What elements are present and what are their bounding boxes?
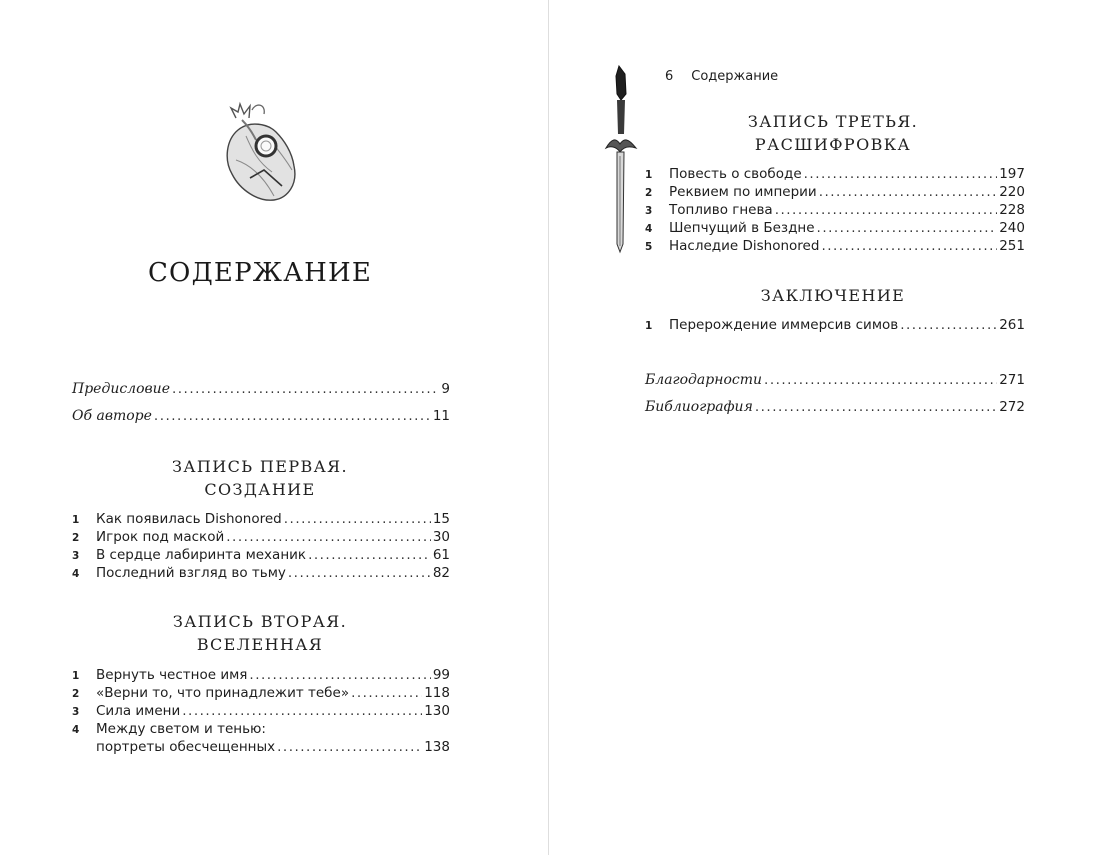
toc-entry-preface[interactable] [72,380,450,398]
entry-label: Последний взгляд во тьму [96,565,286,581]
leader-dots [284,510,431,528]
page-number: 138 [424,739,450,755]
toc-entry-multiline[interactable] [72,720,450,739]
leader-dots [821,237,997,255]
section-title-line: ЗАКЛЮЧЕНИЕ [760,286,906,305]
page-number: 197 [999,166,1025,182]
toc-entry[interactable] [72,702,450,721]
entry-label: Шепчущий в Бездне [669,220,815,236]
toc-entry[interactable] [72,546,450,565]
entry-label: В сердце лабиринта механик [96,547,307,563]
entry-label: Сила имени [96,703,181,719]
leader-dots [226,528,431,546]
section-title-line: ВСЕЛЕННАЯ [196,635,324,654]
chapter-number: 1 [645,320,653,332]
entry-label: Реквием по империи [669,184,817,200]
entry-label: Наследие Dishonored [669,238,820,254]
toc-entry-acknowledgements[interactable] [645,371,1025,389]
section-title-line: ЗАПИСЬ ПЕРВАЯ. [172,457,348,476]
chapter-number: 2 [645,187,653,199]
section-title-part1 [110,455,410,501]
toc-entry[interactable] [645,237,1025,256]
section-title-part2 [110,610,410,656]
entry-label: Благодарности [645,372,763,388]
section-title-part3 [683,110,983,156]
leader-dots [764,371,997,389]
entry-label: Повесть о свободе [669,166,802,182]
leader-dots [775,201,998,219]
page-number: 130 [424,703,450,719]
chapter-number: 1 [72,514,80,526]
dagger-illustration [602,64,638,254]
chapter-number: 2 [72,688,80,700]
mechanical-heart-illustration [222,100,302,206]
leader-dots [804,165,998,183]
leader-dots [351,684,422,702]
entry-label-continuation: портреты обесчещенных [96,739,276,755]
chapter-number: 1 [72,670,80,682]
chapter-number: 3 [645,205,653,217]
entry-label: Об авторе [72,408,152,424]
section-title-line: РАСШИФРОВКА [754,135,912,154]
page-title: СОДЕРЖАНИЕ [147,258,373,288]
chapter-number: 2 [72,532,80,544]
section-title-conclusion [683,284,983,307]
page-number: 228 [999,202,1025,218]
toc-entry-bibliography[interactable] [645,398,1025,416]
leader-dots [172,380,439,398]
entry-label: Перерождение иммерсив симов [669,317,899,333]
entry-label: «Верни то, что принадлежит тебе» [96,685,350,701]
page-number: 99 [432,667,450,683]
chapter-number: 3 [72,550,80,562]
chapter-number: 1 [645,169,653,181]
page-number-header: 6 [665,69,674,84]
entry-label: Библиография [645,399,753,415]
page-number: 272 [999,399,1025,415]
chapter-number: 3 [72,706,80,718]
entry-label: Игрок под маской [96,529,225,545]
page-number: 271 [999,372,1025,388]
page-number: 261 [999,317,1025,333]
leader-dots [817,219,998,237]
leader-dots [900,316,997,334]
toc-entry[interactable] [645,316,1025,335]
running-head-title: Содержание [691,69,779,84]
page-number: 220 [999,184,1025,200]
entry-label: Топливо гнева [669,202,773,218]
toc-entry[interactable] [72,684,450,703]
page-number: 9 [441,381,450,397]
toc-entry[interactable] [645,183,1025,202]
section-title-line: ЗАПИСЬ ТРЕТЬЯ. [747,112,919,131]
leader-dots [308,546,431,564]
toc-entry[interactable] [72,528,450,547]
page-number: 82 [432,565,450,581]
leader-dots [154,407,431,425]
chapter-number: 4 [72,724,80,736]
chapter-number: 4 [72,568,80,580]
page-number: 15 [432,511,450,527]
leader-dots [277,738,422,756]
leader-dots [819,183,998,201]
toc-entry[interactable] [645,201,1025,220]
toc-entry-continuation[interactable] [72,738,450,756]
page-number: 11 [432,408,450,424]
leader-dots [755,398,997,416]
section-title-line: ЗАПИСЬ ВТОРАЯ. [172,612,348,631]
entry-label: Вернуть честное имя [96,667,248,683]
toc-entry[interactable] [645,165,1025,184]
chapter-number: 5 [645,241,653,253]
chapter-number: 4 [645,223,653,235]
leader-dots [182,702,422,720]
page-number: 240 [999,220,1025,236]
entry-label: Предисловие [72,381,170,397]
page-number: 118 [424,685,450,701]
entry-label: Как появилась Dishonored [96,511,282,527]
page-number: 61 [432,547,450,563]
section-title-line: СОЗДАНИЕ [204,480,316,499]
page-number: 251 [999,238,1025,254]
page-number: 30 [432,529,450,545]
leader-dots [288,564,431,582]
toc-entry-about-author[interactable] [72,407,450,425]
entry-label: Между светом и тенью: [96,721,266,737]
toc-entry[interactable] [72,564,450,583]
toc-entry[interactable] [72,666,450,685]
toc-entry[interactable] [645,219,1025,238]
toc-entry[interactable] [72,510,450,529]
leader-dots [249,666,430,684]
running-header [665,69,778,84]
